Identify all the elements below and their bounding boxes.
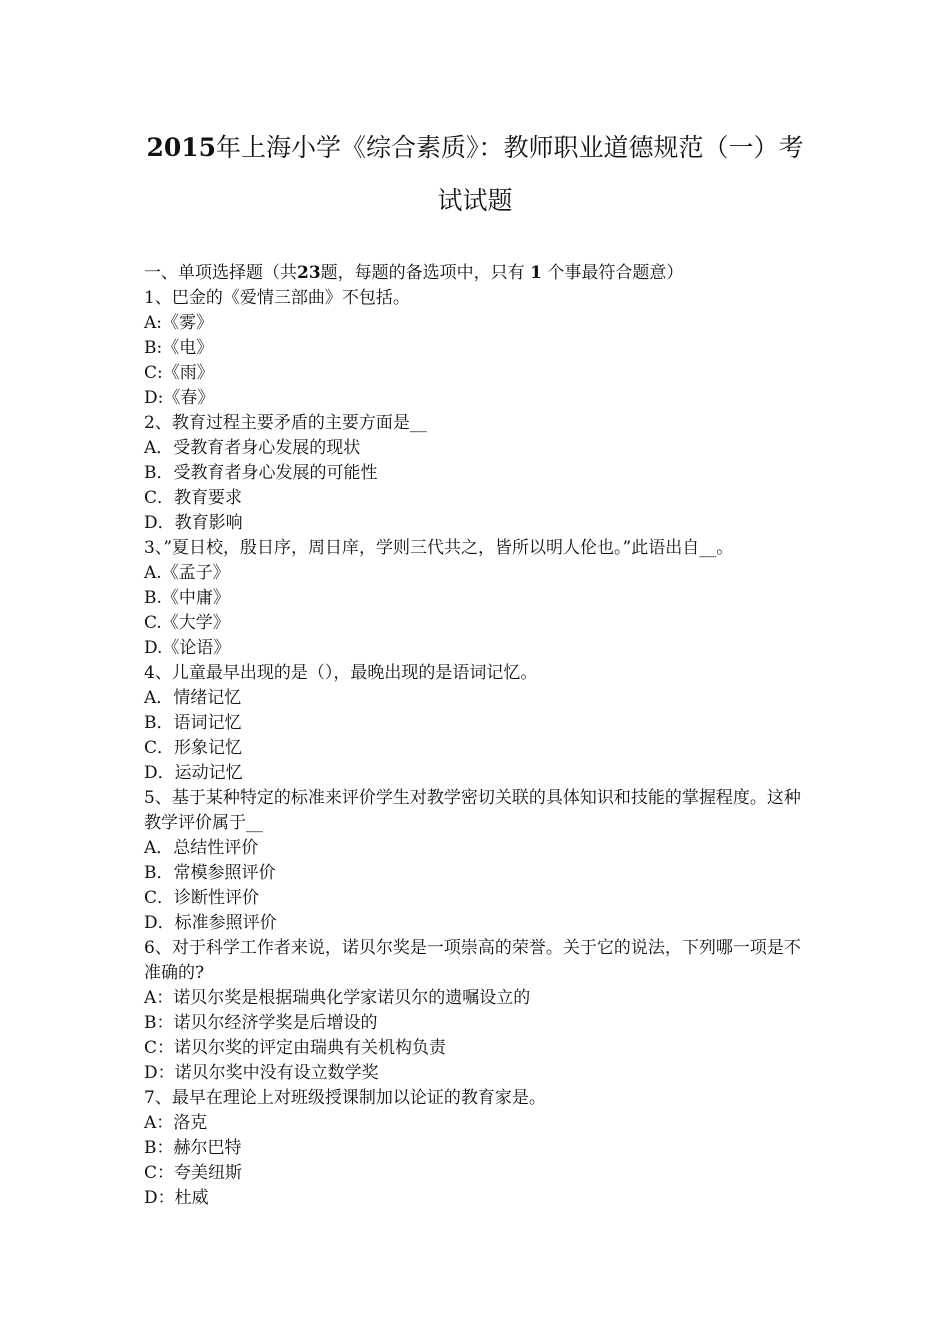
- option-c: C．形象记忆: [144, 738, 243, 758]
- question-stem: 3、”夏日校，殷日序，周日庠，学则三代共之，皆所以明人伦也。”此语出自__。: [144, 538, 734, 558]
- option-a: A:《雾》: [144, 313, 214, 333]
- option-c: C：诺贝尔奖的评定由瑞典有关机构负责: [144, 1038, 447, 1058]
- option-d: D．标准参照评价: [144, 913, 277, 933]
- section-heading-part-1: 一、单项选择题（共: [144, 263, 297, 283]
- option-a: A．情绪记忆: [144, 688, 242, 708]
- option-a: A：诺贝尔奖是根据瑞典化学家诺贝尔的遗嘱设立的: [144, 988, 531, 1008]
- option-c: C.《大学》: [144, 613, 230, 633]
- option-c: C．诊断性评价: [144, 888, 260, 908]
- answer-count: 1: [530, 263, 542, 283]
- option-d: D．教育影响: [144, 513, 243, 533]
- question-stem: 7、最早在理论上对班级授课制加以论证的教育家是。: [144, 1088, 546, 1108]
- question-stem: 6、对于科学工作者来说，诺贝尔奖是一项崇高的荣誉。关于它的说法，下列哪一项是不准确的?: [144, 938, 801, 983]
- option-b: B：赫尔巴特: [144, 1138, 242, 1158]
- option-b: B．受教育者身心发展的可能性: [144, 463, 378, 483]
- option-a: A．总结性评价: [144, 838, 259, 858]
- option-d: D：杜威: [144, 1188, 209, 1208]
- option-c: C:《雨》: [144, 363, 214, 383]
- question-7: [144, 1086, 814, 1211]
- question-1: [144, 286, 814, 411]
- option-b: B：诺贝尔经济学奖是后增设的: [144, 1013, 378, 1033]
- option-b: B．常模参照评价: [144, 863, 276, 883]
- question-stem: 2、教育过程主要矛盾的主要方面是__: [144, 413, 427, 433]
- question-stem: 5、基于某种特定的标准来评价学生对教学密切关联的具体知识和技能的掌握程度。这种教学评价属于__: [144, 788, 801, 833]
- question-4: [144, 661, 814, 786]
- option-d: D:《春》: [144, 388, 215, 408]
- question-5: [144, 786, 814, 936]
- document-title-line-1: [140, 133, 810, 163]
- section-heading-part-2: 题，每题的备选项中，只有: [320, 263, 525, 283]
- option-b: B:《电》: [144, 338, 214, 358]
- option-a: A：洛克: [144, 1113, 208, 1133]
- option-c: C：夸美纽斯: [144, 1163, 243, 1183]
- option-a: A.《孟子》: [144, 563, 230, 583]
- title-year: 2015: [146, 133, 217, 162]
- option-d: D：诺贝尔奖中没有设立数学奖: [144, 1063, 379, 1083]
- section-heading-part-3: 个事最符合题意）: [547, 263, 684, 283]
- option-d: D.《论语》: [144, 638, 231, 658]
- question-2: [144, 411, 814, 536]
- option-a: A．受教育者身心发展的现状: [144, 438, 361, 458]
- question-6: [144, 936, 814, 1086]
- question-count: 23: [297, 263, 321, 283]
- document-body: [144, 261, 814, 1211]
- title-text: 年上海小学《综合素质》：教师职业道德规范（一）考: [216, 133, 804, 162]
- section-heading: [144, 261, 814, 286]
- option-d: D．运动记忆: [144, 763, 243, 783]
- option-b: B.《中庸》: [144, 588, 230, 608]
- question-stem: 1、巴金的《爱情三部曲》不包括。: [144, 288, 410, 308]
- question-stem: 4、儿童最早出现的是（），最晚出现的是语词记忆。: [144, 663, 538, 683]
- option-c: C．教育要求: [144, 488, 243, 508]
- option-b: B．语词记忆: [144, 713, 242, 733]
- question-3: [144, 536, 814, 661]
- document-title-line-2: 试试题: [437, 186, 513, 215]
